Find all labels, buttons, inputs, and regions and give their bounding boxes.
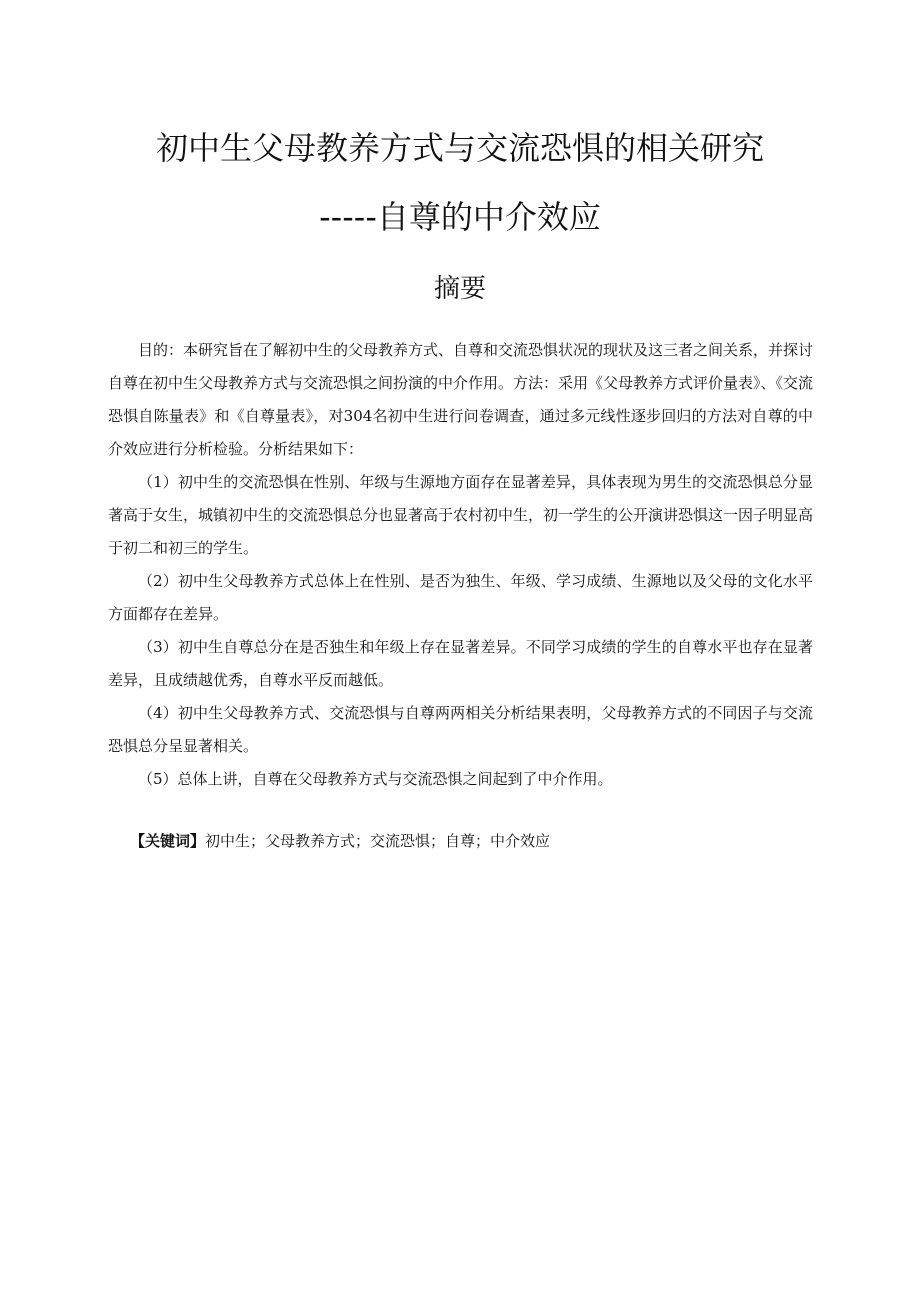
keywords-label: 【关键词】 [130,832,206,850]
abstract-paragraph-purpose: 目的：本研究旨在了解初中生的父母教养方式、自尊和交流恐惧状况的现状及这三者之间关系，并探讨自尊在初中生父母教养方式与交流恐惧之间扮演的中介作用。方法：采用《父母教养方式评价量表》、《交流恐惧自陈量表》和《自尊量表》，对304名初中生进行问卷调查，通过多元线性逐步回归的方法对自尊的中介效应进行分析检验。分析结果如下： [108,341,814,458]
paper-title: 初中生父母教养方式与交流恐惧的相关研究 [155,129,764,167]
keywords-text: 初中生；父母教养方式；交流恐惧；自尊；中介效应 [205,832,551,850]
abstract-heading: 摘要 [433,274,486,304]
abstract-paragraph-result-4: （4）初中生父母教养方式、交流恐惧与自尊两两相关分析结果表明，父母教养方式的不同因子与交流恐惧总分呈显著相关。 [108,704,813,755]
abstract-paragraph-result-3: （3）初中生自尊总分在是否独生和年级上存在显著差异。不同学习成绩的学生的自尊水平也存在显著差异，且成绩越优秀，自尊水平反而越低。 [108,638,813,689]
abstract-paragraph-result-1: （1）初中生的交流恐惧在性别、年级与生源地方面存在显著差异，具体表现为男生的交流恐惧总分显著高于女生，城镇初中生的交流恐惧总分也显著高于农村初中生，初一学生的公开演讲恐惧这一因子明显高于初二和初三的学生。 [108,473,814,557]
keywords-line [130,826,820,856]
abstract-paragraph-result-2: （2）初中生父母教养方式总体上在性别、是否为独生、年级、学习成绩、生源地以及父母的文化水平方面都存在差异。 [108,572,813,623]
paper-subtitle: -----自尊的中介效应 [319,198,601,236]
abstract-paragraph-result-5: （5）总体上讲，自尊在父母教养方式与交流恐惧之间起到了中介作用。 [138,770,613,788]
abstract-body [108,334,813,796]
